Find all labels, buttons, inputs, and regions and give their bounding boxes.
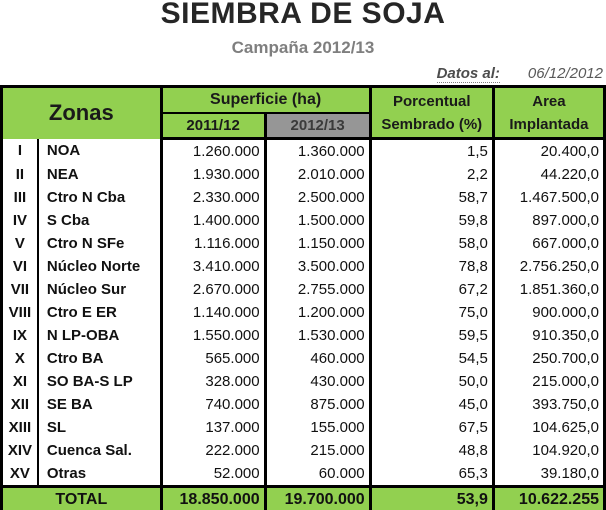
zone-number-cell: X xyxy=(2,347,38,370)
sup-2012-cell: 2.755.000 xyxy=(265,278,370,301)
table-row xyxy=(2,416,605,439)
area-cell: 44.220,0 xyxy=(540,166,599,183)
sup-2012-cell: 3.500.000 xyxy=(265,255,370,278)
sup-2011-cell: 1.550.000 xyxy=(161,324,265,347)
zone-name-cell: Ctro BA xyxy=(38,347,161,370)
pct-cell: 75,0 xyxy=(370,301,493,324)
total-sup-2012-cell: 19.700.000 xyxy=(265,487,370,510)
total-area-cell: 10.622.255 xyxy=(493,487,604,510)
zone-number-cell: XI xyxy=(2,370,38,393)
zone-name-cell: N LP-OBA xyxy=(38,324,161,347)
area-cell: 39.180,0 xyxy=(540,465,599,482)
sup-2012-cell: 1.150.000 xyxy=(265,232,370,255)
area-cell: 104.920,0 xyxy=(532,442,599,459)
zone-name-cell: Ctro E ER xyxy=(38,301,161,324)
sup-2011-cell: 3.410.000 xyxy=(161,255,265,278)
area-header-line2: Implantada xyxy=(509,115,589,133)
pct-cell: 65,3 xyxy=(370,462,493,487)
sup-2012-cell: 2.010.000 xyxy=(265,163,370,186)
report-subtitle: Campaña 2012/13 xyxy=(231,38,375,57)
zone-name-cell: NEA xyxy=(38,163,161,186)
zone-number-cell: V xyxy=(2,232,38,255)
porcentual-header-line2: Sembrado (%) xyxy=(381,115,483,133)
table-row xyxy=(2,163,605,186)
sup-2012-cell: 430.000 xyxy=(265,370,370,393)
sup-2012-cell: 155.000 xyxy=(265,416,370,439)
table-row xyxy=(2,370,605,393)
pct-cell: 50,0 xyxy=(370,370,493,393)
pct-cell: 54,5 xyxy=(370,347,493,370)
sup-2012-cell: 1.530.000 xyxy=(265,324,370,347)
porcentual-header-line1: Porcentual xyxy=(393,92,471,110)
zone-name-cell: Ctro N SFe xyxy=(38,232,161,255)
table-row xyxy=(2,439,605,462)
pct-cell: 59,8 xyxy=(370,209,493,232)
sup-2011-cell: 1.260.000 xyxy=(161,139,265,164)
table-body xyxy=(2,139,605,487)
table-row xyxy=(2,255,605,278)
sup-2012-cell: 60.000 xyxy=(265,462,370,487)
table-row xyxy=(2,232,605,255)
area-header-cell xyxy=(493,87,604,139)
zone-number-cell: VIII xyxy=(2,301,38,324)
col-2012-header: 2012/13 xyxy=(265,113,370,139)
zone-number-cell: II xyxy=(2,163,38,186)
area-cell: 393.750,0 xyxy=(532,396,599,413)
pct-cell: 59,5 xyxy=(370,324,493,347)
area-cell: 910.350,0 xyxy=(532,327,599,344)
zone-name-cell: S Cba xyxy=(38,209,161,232)
pct-cell: 45,0 xyxy=(370,393,493,416)
zone-name-cell: SE BA xyxy=(38,393,161,416)
zone-number-cell: III xyxy=(2,186,38,209)
table-row xyxy=(2,347,605,370)
zone-number-cell: XII xyxy=(2,393,38,416)
pct-cell: 1,5 xyxy=(370,139,493,164)
sup-2012-cell: 1.360.000 xyxy=(265,139,370,164)
pct-cell: 67,5 xyxy=(370,416,493,439)
table-row xyxy=(2,186,605,209)
table-header xyxy=(2,87,605,139)
pct-cell: 67,2 xyxy=(370,278,493,301)
area-cell: 1.851.360,0 xyxy=(519,281,599,298)
sup-2011-cell: 2.330.000 xyxy=(161,186,265,209)
sup-2012-cell: 875.000 xyxy=(265,393,370,416)
sup-2012-cell: 1.200.000 xyxy=(265,301,370,324)
total-label-cell: TOTAL xyxy=(2,487,162,510)
area-cell: 104.625,0 xyxy=(532,419,599,436)
pct-cell: 48,8 xyxy=(370,439,493,462)
sup-2012-cell: 215.000 xyxy=(265,439,370,462)
total-sup-2011-cell: 18.850.000 xyxy=(161,487,265,510)
sup-2012-cell: 2.500.000 xyxy=(265,186,370,209)
zone-name-cell: Ctro N Cba xyxy=(38,186,161,209)
zone-number-cell: XIII xyxy=(2,416,38,439)
sup-2011-cell: 1.140.000 xyxy=(161,301,265,324)
col-2011-header: 2011/12 xyxy=(161,113,265,139)
zonas-header-cell: Zonas xyxy=(2,87,162,139)
sup-2011-cell: 328.000 xyxy=(161,370,265,393)
area-cell: 2.756.250,0 xyxy=(519,258,599,275)
area-cell: 1.467.500,0 xyxy=(519,189,599,206)
area-header-line1: Area xyxy=(532,92,566,110)
zone-name-cell: Núcleo Sur xyxy=(38,278,161,301)
area-cell: 250.700,0 xyxy=(532,350,599,367)
table-row xyxy=(2,324,605,347)
table-row xyxy=(2,462,605,487)
pct-cell: 58,0 xyxy=(370,232,493,255)
sup-2012-cell: 460.000 xyxy=(265,347,370,370)
pct-cell: 78,8 xyxy=(370,255,493,278)
sup-2011-cell: 1.116.000 xyxy=(161,232,265,255)
siembra-table xyxy=(0,85,606,510)
table-row xyxy=(2,209,605,232)
zone-number-cell: XV xyxy=(2,462,38,487)
table-row xyxy=(2,393,605,416)
zone-name-cell: SL xyxy=(38,416,161,439)
sup-2012-cell: 1.500.000 xyxy=(265,209,370,232)
zone-number-cell: VI xyxy=(2,255,38,278)
table-row xyxy=(2,278,605,301)
pct-cell: 58,7 xyxy=(370,186,493,209)
total-pct-cell: 53,9 xyxy=(370,487,493,510)
total-row xyxy=(2,487,605,510)
zone-number-cell: IX xyxy=(2,324,38,347)
zone-name-cell: SO BA-S LP xyxy=(38,370,161,393)
sup-2011-cell: 222.000 xyxy=(161,439,265,462)
sup-2011-cell: 52.000 xyxy=(161,462,265,487)
sup-2011-cell: 1.400.000 xyxy=(161,209,265,232)
table-row xyxy=(2,301,605,324)
area-cell: 20.400,0 xyxy=(540,143,599,160)
zone-number-cell: VII xyxy=(2,278,38,301)
area-cell: 215.000,0 xyxy=(532,373,599,390)
area-cell: 900.000,0 xyxy=(532,304,599,321)
sup-2011-cell: 565.000 xyxy=(161,347,265,370)
zone-number-cell: XIV xyxy=(2,439,38,462)
sup-2011-cell: 137.000 xyxy=(161,416,265,439)
zone-name-cell: Núcleo Norte xyxy=(38,255,161,278)
area-cell: 897.000,0 xyxy=(532,212,599,229)
zone-name-cell: Otras xyxy=(38,462,161,487)
pct-cell: 2,2 xyxy=(370,163,493,186)
porcentual-header-cell xyxy=(370,87,493,139)
sup-2011-cell: 2.670.000 xyxy=(161,278,265,301)
datos-al-row xyxy=(0,65,603,83)
datos-al-date: 06/12/2012 xyxy=(527,65,603,82)
zone-name-cell: Cuenca Sal. xyxy=(38,439,161,462)
zone-number-cell: I xyxy=(2,139,38,164)
superficie-header-cell: Superficie (ha) xyxy=(161,87,370,114)
zone-name-cell: NOA xyxy=(38,139,161,164)
table-row xyxy=(2,139,605,164)
sup-2011-cell: 1.930.000 xyxy=(161,163,265,186)
datos-al-label: Datos al: xyxy=(436,65,500,82)
area-cell: 667.000,0 xyxy=(532,235,599,252)
report-title: SIEMBRA DE SOJA xyxy=(160,0,446,30)
sup-2011-cell: 740.000 xyxy=(161,393,265,416)
zone-number-cell: IV xyxy=(2,209,38,232)
